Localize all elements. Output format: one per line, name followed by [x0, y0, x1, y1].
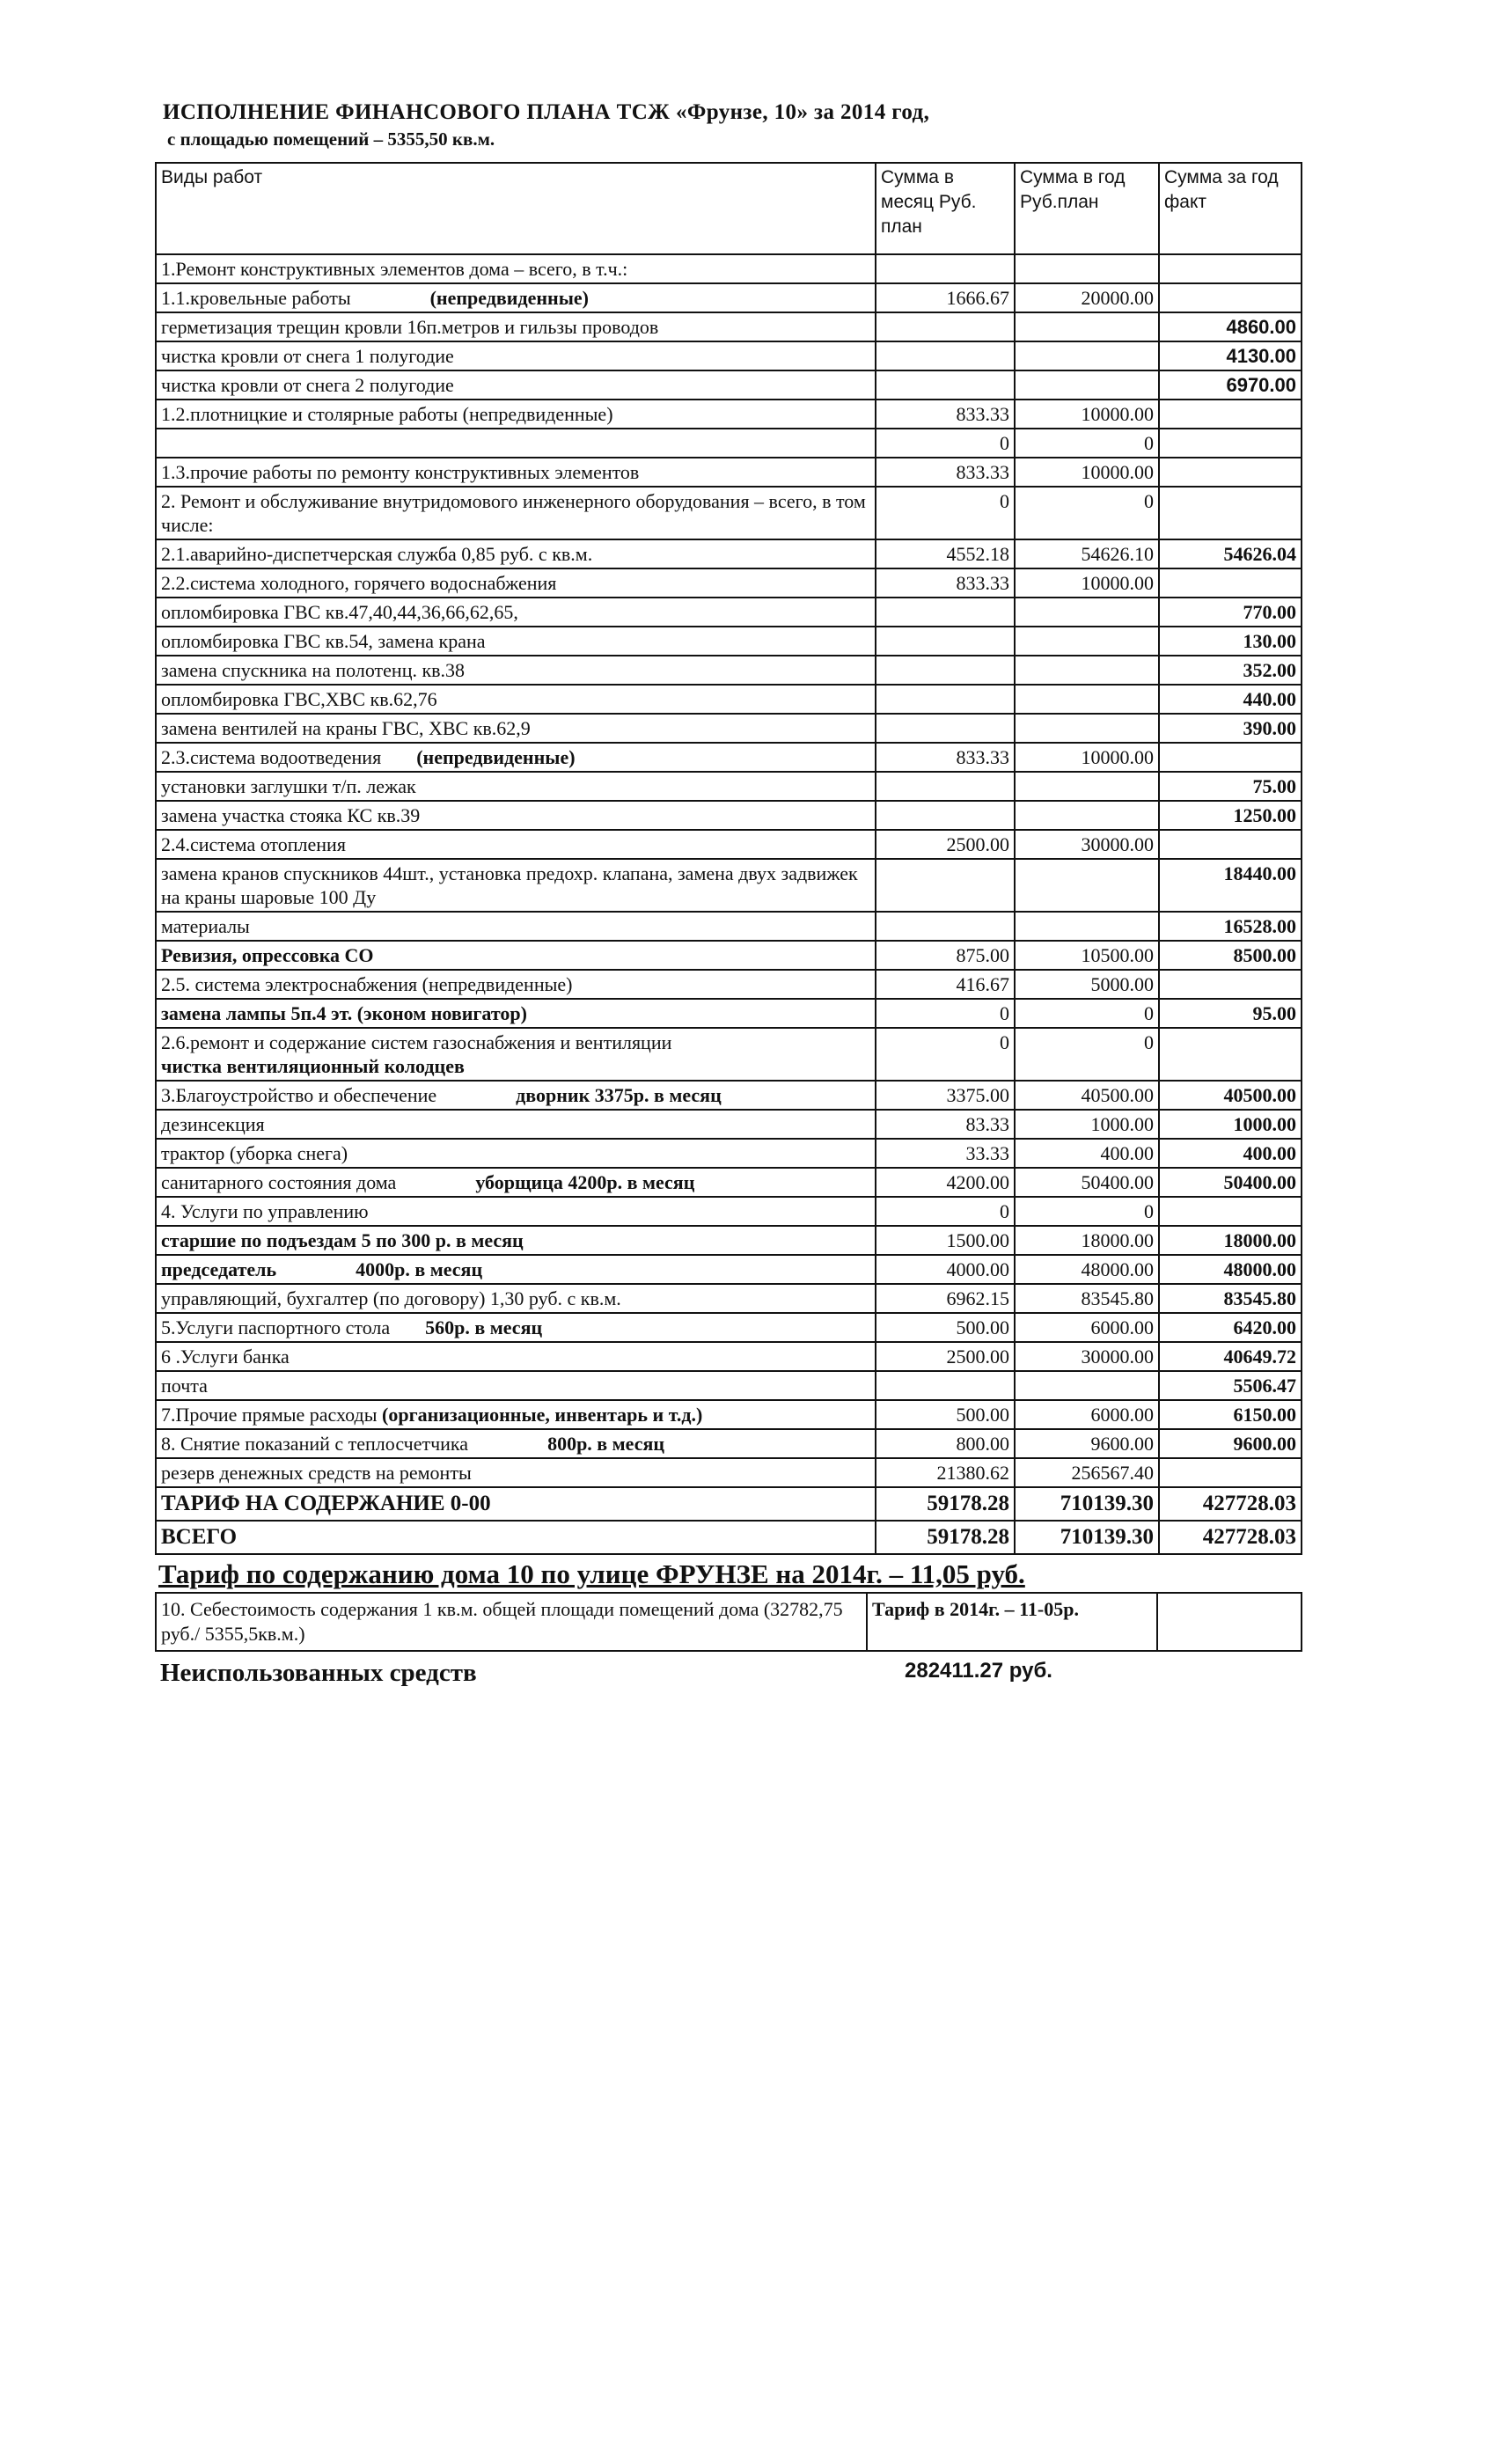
cell-year [1015, 370, 1159, 400]
row-label: управляющий, бухгалтер (по договору) 1,30 руб. с кв.м. [156, 1284, 876, 1313]
cost-tariff: Тариф в 2014г. – 11-05р. [867, 1593, 1157, 1651]
cell-month: 4000.00 [876, 1255, 1015, 1284]
cell-fact: 440.00 [1159, 685, 1302, 714]
row-label-note: дворник 3375р. в месяц [516, 1084, 722, 1106]
cell-month [876, 312, 1015, 341]
row-label: почта [156, 1371, 876, 1400]
table-row [156, 1226, 1302, 1255]
cost-label: 10. Себестоимость содержания 1 кв.м. общей площади помещений дома (32782,75 руб./ 5355,5кв.м.) [156, 1593, 867, 1651]
table-row [156, 487, 1302, 539]
table-row [156, 400, 1302, 429]
row-label: чистка кровли от снега 1 полугодие [156, 341, 876, 370]
table-row [156, 912, 1302, 941]
cell-fact [1159, 254, 1302, 283]
cost-table [155, 1592, 1302, 1652]
row-label-text: 2.3.система водоотведения [161, 746, 382, 768]
table-row [156, 830, 1302, 859]
row-label: трактор (уборка снега) [156, 1139, 876, 1168]
cell-year: 0 [1015, 487, 1159, 539]
table-row [156, 714, 1302, 743]
cell-month [876, 912, 1015, 941]
row-label [156, 1313, 876, 1342]
cell-year: 10000.00 [1015, 400, 1159, 429]
row-label-text: 5.Услуги паспортного стола [161, 1316, 391, 1338]
table-row [156, 1371, 1302, 1400]
row-label-note: 560р. в месяц [425, 1316, 543, 1338]
cell-month: 833.33 [876, 568, 1015, 598]
cell-fact [1159, 283, 1302, 312]
row-label-note: уборщица 4200р. в месяц [475, 1171, 695, 1193]
cell-year [1015, 912, 1159, 941]
row-label: резерв денежных средств на ремонты [156, 1458, 876, 1487]
table-row [156, 685, 1302, 714]
row-label-note: (непредвиденные) [429, 287, 589, 309]
cell-month: 0 [876, 1197, 1015, 1226]
cell-year: 50400.00 [1015, 1168, 1159, 1197]
row-label: материалы [156, 912, 876, 941]
cell-year: 30000.00 [1015, 830, 1159, 859]
header-year-fact: Сумма за год факт [1159, 163, 1302, 254]
header-month-plan: Сумма в месяц Руб. план [876, 163, 1015, 254]
table-row [156, 429, 1302, 458]
row-label [156, 1255, 876, 1284]
cell-year: 10000.00 [1015, 743, 1159, 772]
cell-month: 2500.00 [876, 1342, 1015, 1371]
cell-fact: 6970.00 [1159, 370, 1302, 400]
cell-year [1015, 772, 1159, 801]
table-row [156, 656, 1302, 685]
row-label: замена кранов спускников 44шт., установка предохр. клапана, замена двух задвижек на краны шаровые 100 Ду [156, 859, 876, 912]
row-label: чистка кровли от снега 2 полугодие [156, 370, 876, 400]
cell-year [1015, 312, 1159, 341]
table-row [156, 539, 1302, 568]
cell-fact: 1250.00 [1159, 801, 1302, 830]
cell-year: 1000.00 [1015, 1110, 1159, 1139]
table-row [156, 1168, 1302, 1197]
row-label [156, 1400, 876, 1429]
cost-row [156, 1593, 1302, 1651]
tariff-row [156, 1487, 1302, 1521]
table-row [156, 1081, 1302, 1110]
cell-year [1015, 1371, 1159, 1400]
row-label-text: 1.1.кровельные работы [161, 287, 351, 309]
table-row [156, 341, 1302, 370]
cell-fact: 427728.03 [1159, 1521, 1302, 1554]
row-label: замена спускника на полотенц. кв.38 [156, 656, 876, 685]
row-label: герметизация трещин кровли 16п.метров и гильзы проводов [156, 312, 876, 341]
cell-month: 83.33 [876, 1110, 1015, 1139]
cell-fact: 9600.00 [1159, 1429, 1302, 1458]
row-label [156, 429, 876, 458]
cell-year: 20000.00 [1015, 283, 1159, 312]
cell-month: 1666.67 [876, 283, 1015, 312]
cell-fact: 400.00 [1159, 1139, 1302, 1168]
cell-month: 0 [876, 429, 1015, 458]
cell-month: 875.00 [876, 941, 1015, 970]
cell-fact: 83545.80 [1159, 1284, 1302, 1313]
cell-month: 833.33 [876, 400, 1015, 429]
cell-fact: 6420.00 [1159, 1313, 1302, 1342]
cell-year: 0 [1015, 429, 1159, 458]
cell-year [1015, 801, 1159, 830]
row-label: 2.1.аварийно-диспетчерская служба 0,85 руб. с кв.м. [156, 539, 876, 568]
unused-funds-label: Неиспользованных средств [160, 1659, 477, 1687]
table-row [156, 370, 1302, 400]
cell-year: 54626.10 [1015, 539, 1159, 568]
table-row [156, 1313, 1302, 1342]
cell-fact [1159, 1458, 1302, 1487]
cell-month: 416.67 [876, 970, 1015, 999]
cell-fact: 8500.00 [1159, 941, 1302, 970]
cell-year: 83545.80 [1015, 1284, 1159, 1313]
cell-fact: 427728.03 [1159, 1487, 1302, 1521]
row-label-text: 8. Снятие показаний с теплосчетчика [161, 1433, 469, 1455]
cell-year [1015, 254, 1159, 283]
cell-fact: 770.00 [1159, 598, 1302, 627]
cell-month: 59178.28 [876, 1521, 1015, 1554]
cell-fact: 130.00 [1159, 627, 1302, 656]
table-row [156, 999, 1302, 1028]
row-label: 6 .Услуги банка [156, 1342, 876, 1371]
cell-month: 500.00 [876, 1400, 1015, 1429]
cell-month: 59178.28 [876, 1487, 1015, 1521]
row-label: ВСЕГО [156, 1521, 876, 1554]
cell-year: 48000.00 [1015, 1255, 1159, 1284]
cell-month [876, 370, 1015, 400]
cell-fact: 6150.00 [1159, 1400, 1302, 1429]
document-subtitle: с площадью помещений – 5355,50 кв.м. [167, 128, 495, 150]
cell-fact [1159, 568, 1302, 598]
row-label: замена вентилей на краны ГВС, ХВС кв.62,9 [156, 714, 876, 743]
cell-month [876, 254, 1015, 283]
row-label: опломбировка ГВС кв.54, замена крана [156, 627, 876, 656]
table-row [156, 1458, 1302, 1487]
cell-month [876, 801, 1015, 830]
cell-year: 40500.00 [1015, 1081, 1159, 1110]
cell-year: 10000.00 [1015, 458, 1159, 487]
cell-year: 256567.40 [1015, 1458, 1159, 1487]
table-row [156, 598, 1302, 627]
row-label [156, 743, 876, 772]
cell-year [1015, 598, 1159, 627]
table-row [156, 1255, 1302, 1284]
cell-fact [1159, 400, 1302, 429]
table-row [156, 1028, 1302, 1081]
cell-year: 0 [1015, 1028, 1159, 1081]
row-label [156, 283, 876, 312]
row-label: 4. Услуги по управлению [156, 1197, 876, 1226]
cell-month [876, 598, 1015, 627]
cell-fact: 4860.00 [1159, 312, 1302, 341]
table-row [156, 1284, 1302, 1313]
cell-year [1015, 627, 1159, 656]
cell-year: 400.00 [1015, 1139, 1159, 1168]
unused-funds-value: 282411.27 руб. [905, 1659, 1052, 1683]
cell-month: 833.33 [876, 743, 1015, 772]
total-row [156, 1521, 1302, 1554]
table-row [156, 627, 1302, 656]
cell-fact: 75.00 [1159, 772, 1302, 801]
row-label-text: 7.Прочие прямые расходы [161, 1404, 378, 1426]
finance-plan-table [155, 162, 1302, 1555]
table-row [156, 1429, 1302, 1458]
row-label [156, 1429, 876, 1458]
cell-month: 800.00 [876, 1429, 1015, 1458]
row-label-text: 2.6.ремонт и содержание систем газоснабжения и вентиляции [161, 1031, 672, 1053]
cell-year: 30000.00 [1015, 1342, 1159, 1371]
table-row [156, 254, 1302, 283]
cell-fact [1159, 487, 1302, 539]
table-row [156, 1342, 1302, 1371]
row-label: Ревизия, опрессовка СО [156, 941, 876, 970]
header-work: Виды работ [156, 163, 876, 254]
cell-month [876, 341, 1015, 370]
table-row [156, 970, 1302, 999]
cell-year: 6000.00 [1015, 1313, 1159, 1342]
cell-month [876, 627, 1015, 656]
table-row [156, 1110, 1302, 1139]
table-row [156, 568, 1302, 598]
cell-fact: 40649.72 [1159, 1342, 1302, 1371]
document-title: ИСПОЛНЕНИЕ ФИНАНСОВОГО ПЛАНА ТСЖ «Фрунзе, 10» за 2014 год, [163, 100, 930, 124]
cell-fact [1159, 1028, 1302, 1081]
cell-fact: 5506.47 [1159, 1371, 1302, 1400]
cell-month: 833.33 [876, 458, 1015, 487]
cell-fact: 54626.04 [1159, 539, 1302, 568]
cell-month [876, 685, 1015, 714]
row-label [156, 1081, 876, 1110]
table-row [156, 859, 1302, 912]
row-label: 1.2.плотницкие и столярные работы (непредвиденные) [156, 400, 876, 429]
cell-month: 2500.00 [876, 830, 1015, 859]
row-label: замена участка стояка КС кв.39 [156, 801, 876, 830]
cell-year: 9600.00 [1015, 1429, 1159, 1458]
cell-month: 0 [876, 999, 1015, 1028]
row-label-line2: чистка вентиляционный колодцев [161, 1055, 465, 1077]
cell-year [1015, 341, 1159, 370]
cell-fact [1159, 458, 1302, 487]
cell-year: 710139.30 [1015, 1487, 1159, 1521]
tariff-line-text: Тариф по содержанию дома 10 по улице ФРУНЗЕ на 2014г. – 11,05 руб. [158, 1558, 1025, 1589]
table-header-row [156, 163, 1302, 254]
cell-fact: 18440.00 [1159, 859, 1302, 912]
row-label: старшие по подъездам 5 по 300 р. в месяц [156, 1226, 876, 1255]
cell-month [876, 656, 1015, 685]
cell-fact [1159, 429, 1302, 458]
cell-fact: 48000.00 [1159, 1255, 1302, 1284]
row-label: 2.5. система электроснабжения (непредвиденные) [156, 970, 876, 999]
cell-year: 0 [1015, 1197, 1159, 1226]
cell-fact: 50400.00 [1159, 1168, 1302, 1197]
row-label: установки заглушки т/п. лежак [156, 772, 876, 801]
row-label-note: 800р. в месяц [547, 1433, 665, 1455]
cell-year: 6000.00 [1015, 1400, 1159, 1429]
cell-fact: 390.00 [1159, 714, 1302, 743]
cell-year [1015, 656, 1159, 685]
row-label [156, 1028, 876, 1081]
cell-fact: 40500.00 [1159, 1081, 1302, 1110]
row-label-note: (непредвиденные) [416, 746, 576, 768]
cell-fact: 4130.00 [1159, 341, 1302, 370]
table-row [156, 1139, 1302, 1168]
row-label: опломбировка ГВС кв.47,40,44,36,66,62,65, [156, 598, 876, 627]
row-label-text: председатель [161, 1258, 277, 1280]
cell-year: 18000.00 [1015, 1226, 1159, 1255]
cell-month [876, 859, 1015, 912]
row-label: опломбировка ГВС,ХВС кв.62,76 [156, 685, 876, 714]
cell-year [1015, 685, 1159, 714]
cell-year: 10500.00 [1015, 941, 1159, 970]
row-label-text: 3.Благоустройство и обеспечение [161, 1084, 437, 1106]
cell-fact [1159, 743, 1302, 772]
table-row [156, 1197, 1302, 1226]
tariff-line [158, 1558, 1025, 1590]
table-row [156, 941, 1302, 970]
cell-month: 0 [876, 487, 1015, 539]
cell-year: 710139.30 [1015, 1521, 1159, 1554]
row-label-note: (организационные, инвентарь и т.д.) [382, 1404, 703, 1426]
table-row [156, 283, 1302, 312]
cell-fact: 18000.00 [1159, 1226, 1302, 1255]
cell-month: 4200.00 [876, 1168, 1015, 1197]
row-label: ТАРИФ НА СОДЕРЖАНИЕ 0-00 [156, 1487, 876, 1521]
row-label: замена лампы 5п.4 эт. (эконом новигатор) [156, 999, 876, 1028]
cell-year: 0 [1015, 999, 1159, 1028]
cell-month: 21380.62 [876, 1458, 1015, 1487]
row-label: 1.Ремонт конструктивных элементов дома – всего, в т.ч.: [156, 254, 876, 283]
table-row [156, 801, 1302, 830]
cell-month [876, 772, 1015, 801]
cell-month: 33.33 [876, 1139, 1015, 1168]
row-label: 2.2.система холодного, горячего водоснабжения [156, 568, 876, 598]
cell-year: 5000.00 [1015, 970, 1159, 999]
cell-fact [1159, 1197, 1302, 1226]
cell-fact: 95.00 [1159, 999, 1302, 1028]
table-row [156, 1400, 1302, 1429]
cell-month [876, 1371, 1015, 1400]
row-label: 2.4.система отопления [156, 830, 876, 859]
row-label-note: 4000р. в месяц [356, 1258, 483, 1280]
row-label: 2. Ремонт и обслуживание внутридомового инженерного оборудования – всего, в том числе: [156, 487, 876, 539]
cell-month: 500.00 [876, 1313, 1015, 1342]
cost-empty [1157, 1593, 1302, 1651]
cell-fact [1159, 830, 1302, 859]
row-label: дезинсекция [156, 1110, 876, 1139]
table-row [156, 458, 1302, 487]
cell-month: 6962.15 [876, 1284, 1015, 1313]
cell-month [876, 714, 1015, 743]
table-row [156, 772, 1302, 801]
cell-month: 3375.00 [876, 1081, 1015, 1110]
cell-fact: 352.00 [1159, 656, 1302, 685]
cell-fact: 16528.00 [1159, 912, 1302, 941]
row-label [156, 1168, 876, 1197]
table-row [156, 743, 1302, 772]
cell-year [1015, 859, 1159, 912]
cell-year: 10000.00 [1015, 568, 1159, 598]
table-row [156, 312, 1302, 341]
cell-month: 1500.00 [876, 1226, 1015, 1255]
row-label: 1.3.прочие работы по ремонту конструктивных элементов [156, 458, 876, 487]
row-label-text: санитарного состояния дома [161, 1171, 397, 1193]
cell-month: 4552.18 [876, 539, 1015, 568]
cell-fact [1159, 970, 1302, 999]
cell-fact: 1000.00 [1159, 1110, 1302, 1139]
header-year-plan: Сумма в год Руб.план [1015, 163, 1159, 254]
cell-month: 0 [876, 1028, 1015, 1081]
cell-year [1015, 714, 1159, 743]
